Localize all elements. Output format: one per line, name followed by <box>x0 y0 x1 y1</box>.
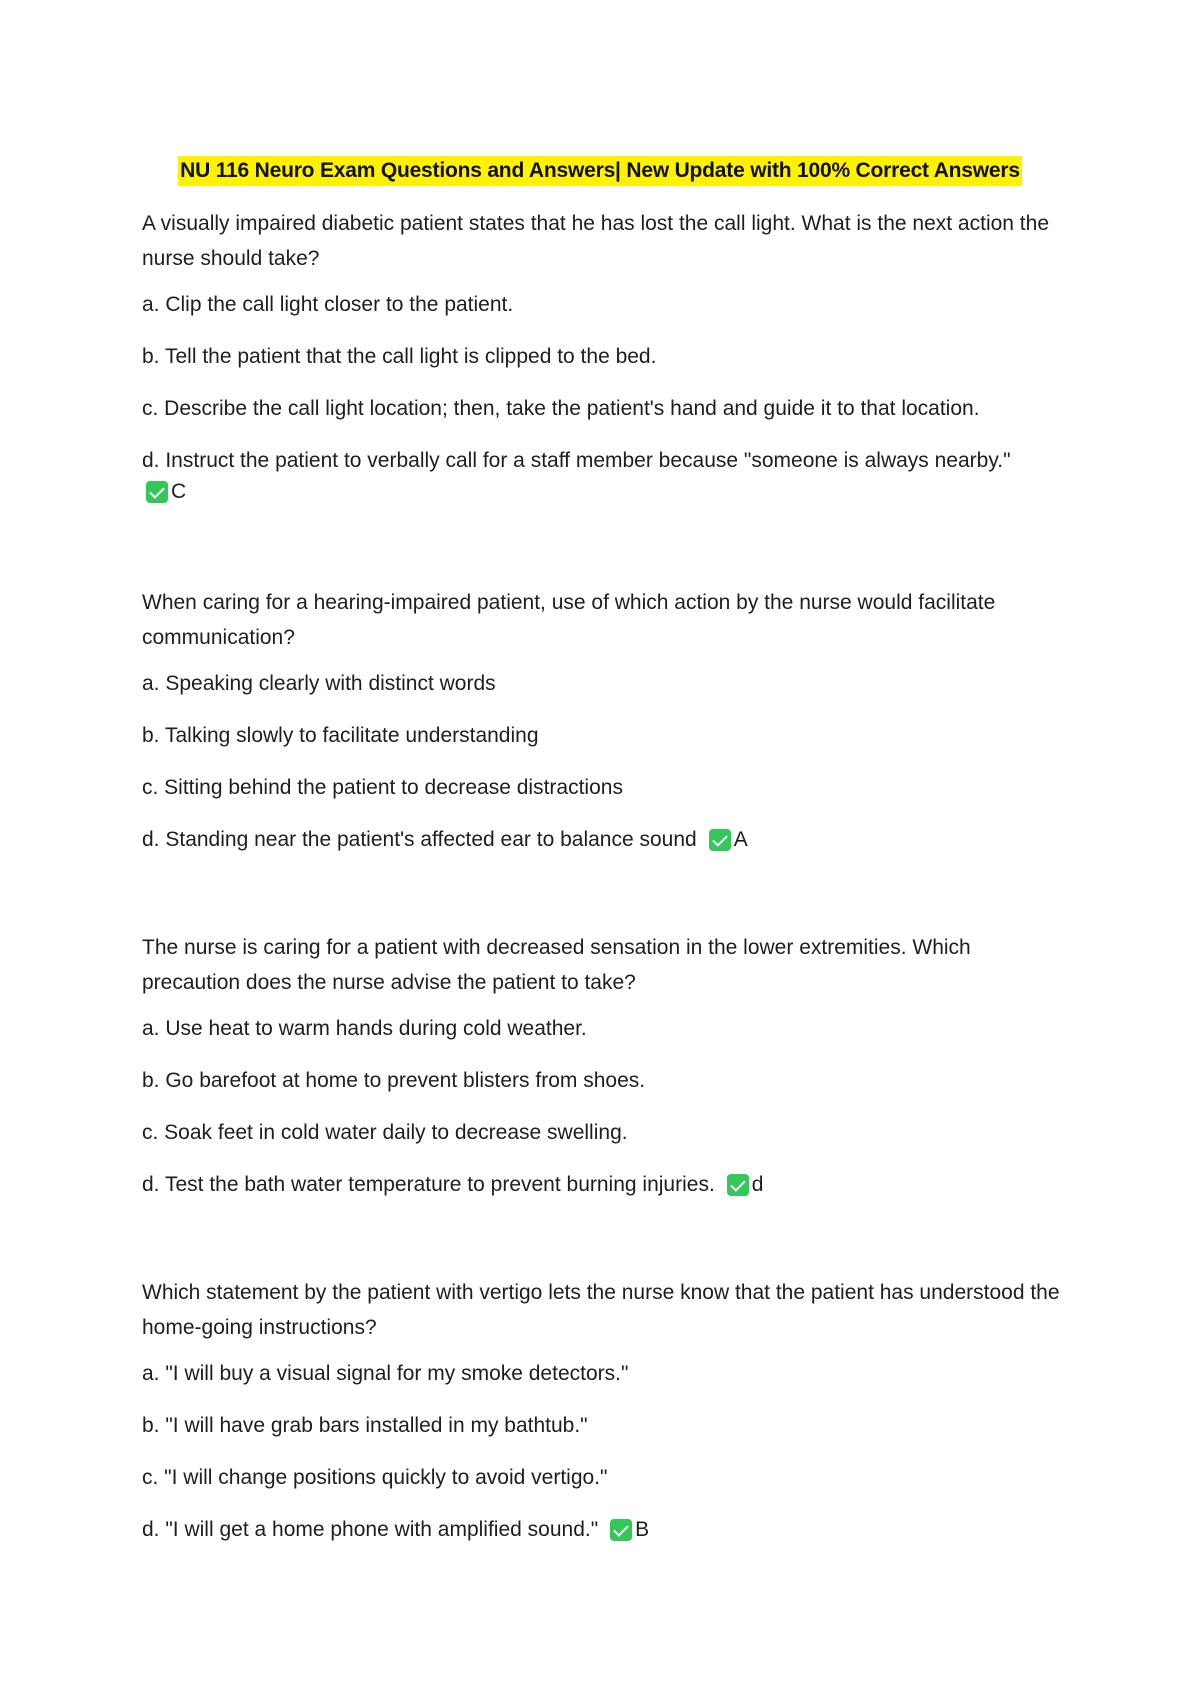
question-3 <box>142 930 1072 1222</box>
title-container <box>0 156 1200 186</box>
answer-marker <box>142 478 1072 506</box>
option-b: b. "I will have grab bars installed in my bathtub." <box>142 1414 588 1437</box>
answer-letter: d <box>751 1173 764 1196</box>
check-mark-icon <box>610 1519 632 1541</box>
question-text: A visually impaired diabetic patient states that he has lost the call light. What is the next action the nurse should take? <box>142 212 1049 270</box>
option-a: a. Speaking clearly with distinct words <box>142 672 496 695</box>
question-text: Which statement by the patient with vertigo lets the nurse know that the patient has understood the home-going instructions? <box>142 1281 1060 1339</box>
option-d <box>142 825 1072 855</box>
option-a: a. Use heat to warm hands during cold weather. <box>142 1017 587 1040</box>
check-mark-icon <box>709 829 731 851</box>
document-title: NU 116 Neuro Exam Questions and Answers| New Update with 100% Correct Answers <box>178 156 1022 186</box>
option-d <box>142 1170 1072 1200</box>
option-d-text: d. Test the bath water temperature to prevent burning injuries. <box>142 1173 715 1196</box>
option-b: b. Tell the patient that the call light is clipped to the bed. <box>142 345 657 368</box>
question-1 <box>142 206 1072 506</box>
check-mark-icon <box>146 481 168 503</box>
answer-letter: B <box>635 1518 650 1541</box>
question-text: The nurse is caring for a patient with decreased sensation in the lower extremities. Which precaution does the nurse advise the patient to take? <box>142 936 971 994</box>
option-c: c. Soak feet in cold water daily to decrease swelling. <box>142 1121 628 1144</box>
option-b: b. Go barefoot at home to prevent blisters from shoes. <box>142 1069 646 1092</box>
question-text: When caring for a hearing-impaired patient, use of which action by the nurse would facilitate communication? <box>142 591 996 649</box>
option-c: c. "I will change positions quickly to avoid vertigo." <box>142 1466 608 1489</box>
option-c: c. Sitting behind the patient to decrease distractions <box>142 776 623 799</box>
answer-letter: C <box>171 480 187 503</box>
option-d-text: d. "I will get a home phone with amplified sound." <box>142 1518 599 1541</box>
option-d-text: d. Standing near the patient's affected ear to balance sound <box>142 828 697 851</box>
check-mark-icon <box>727 1174 749 1196</box>
option-a: a. "I will buy a visual signal for my smoke detectors." <box>142 1362 629 1385</box>
option-d <box>142 1515 1072 1545</box>
answer-letter: A <box>733 828 748 851</box>
option-b: b. Talking slowly to facilitate understanding <box>142 724 539 747</box>
question-4 <box>142 1275 1072 1567</box>
answer-marker <box>705 825 748 855</box>
answer-marker <box>606 1515 649 1545</box>
option-c: c. Describe the call light location; then, take the patient's hand and guide it to that location. <box>142 397 980 420</box>
option-d: d. Instruct the patient to verbally call for a staff member because "someone is always nearby." <box>142 449 1011 472</box>
option-a: a. Clip the call light closer to the patient. <box>142 293 514 316</box>
question-2 <box>142 585 1072 877</box>
answer-marker <box>723 1170 764 1200</box>
